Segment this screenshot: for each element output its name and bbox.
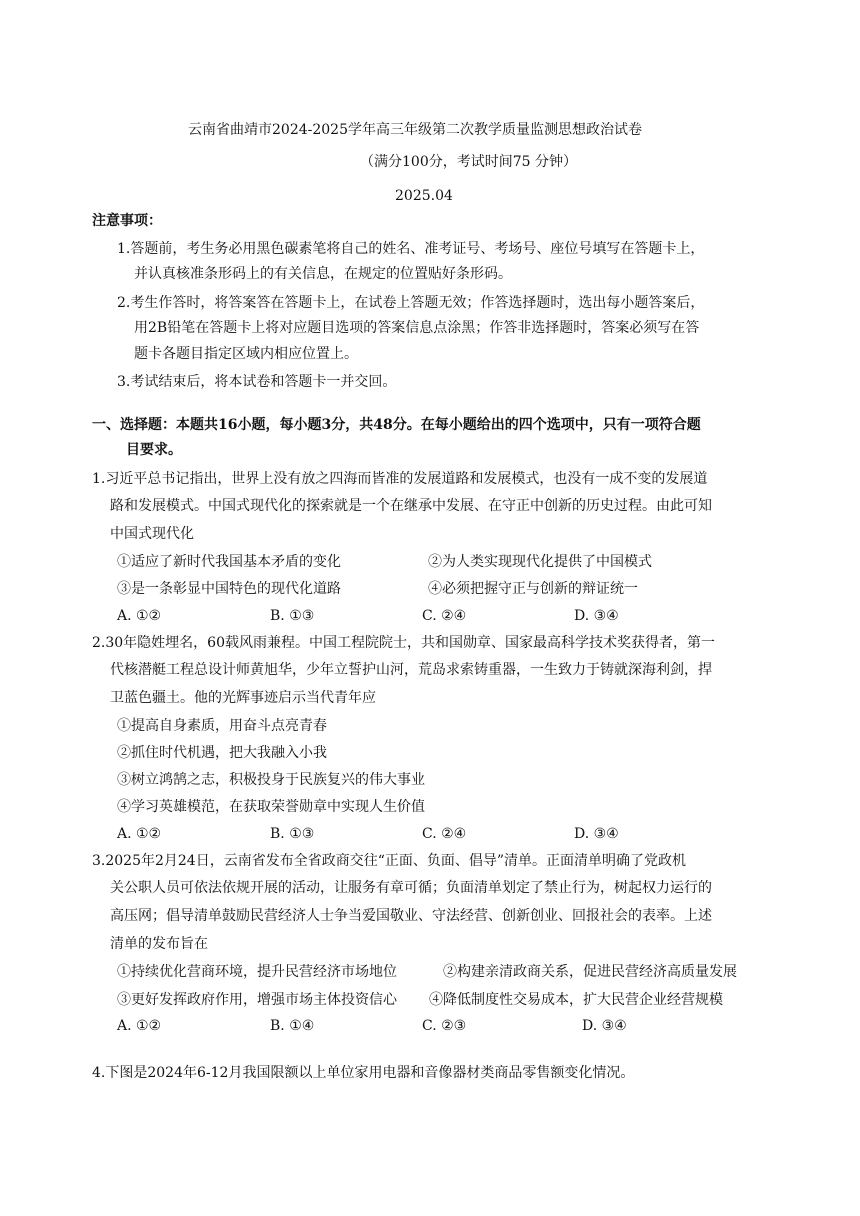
question-stem-line: 路和发展模式。中国式现代化的探索就是一个在继承中发展、在守正中创新的历史过程。由此可知 <box>110 498 712 514</box>
statement-2: ②为人类实现现代化提供了中国模式 <box>428 554 652 570</box>
statement-4: ④学习英雄模范，在获取荣誉勋章中实现人生价值 <box>117 799 425 815</box>
notice-heading: 注意事项： <box>92 213 162 229</box>
question-stem-line: 卫蓝色疆土。他的光辉事迹启示当代青年应 <box>110 690 376 706</box>
notice-line: 1.答题前，考生务必用黑色碳素笔将自己的姓名、准考证号、考场号、座位号填写在答题卡上， <box>117 241 705 257</box>
question-stem-line: 清单的发布旨在 <box>110 936 208 952</box>
question-stem-line: 代核潜艇工程总设计师黄旭华，少年立誓护山河，荒岛求索铸重器，一生致力于铸就深海利剑，捍 <box>110 662 712 678</box>
question-stem-line: 4.下图是2024年6-12月我国限额以上单位家用电器和音像器材类商品零售额变化情况。 <box>92 1065 635 1081</box>
notice-line: 并认真核准条形码上的有关信息，在规定的位置贴好条形码。 <box>134 266 512 282</box>
question-stem-line: 1.习近平总书记指出，世界上没有放之四海而皆准的发展道路和发展模式，也没有一成不变的发展道 <box>92 471 708 487</box>
statement-3: ③更好发挥政府作用，增强市场主体投资信心 <box>117 992 397 1008</box>
question-stem-line: 中国式现代化 <box>110 526 194 542</box>
choice-c: C. ②④ <box>422 608 467 624</box>
statement-3: ③树立鸿鹄之志，积极投身于民族复兴的伟大事业 <box>117 772 425 788</box>
choice-b: B. ①③ <box>270 826 315 842</box>
question-stem-line: 2.30年隐姓埋名，60载风雨兼程。中国工程院院士，共和国勋章、国家最高科学技术奖获得者，第一 <box>92 635 715 651</box>
statement-4: ④降低制度性交易成本，扩大民营企业经营规模 <box>429 992 723 1008</box>
question-stem-line: 3.2025年2月24日，云南省发布全省政商交往“正面、负面、倡导”清单。正面清单明确了党政机 <box>92 853 687 869</box>
choice-d: D. ③④ <box>574 826 619 842</box>
statement-1: ①提高自身素质，用奋斗点亮青春 <box>117 718 327 734</box>
statement-1: ①持续优化营商环境，提升民营经济市场地位 <box>117 964 397 980</box>
exam-date: 2025.04 <box>395 188 453 204</box>
choice-a: A. ①② <box>117 608 162 624</box>
statement-2: ②构建亲清政商关系，促进民营经济高质量发展 <box>443 964 737 980</box>
notice-line: 2.考生作答时，将答案答在答题卡上，在试卷上答题无效；作答选择题时，选出每小题答案后， <box>117 295 705 311</box>
question-stem-line: 关公职人员可依法依规开展的活动，让服务有章可循；负面清单划定了禁止行为，树起权力运行的 <box>110 880 712 896</box>
choice-b: B. ①③ <box>270 608 315 624</box>
statement-3: ③是一条彰显中国特色的现代化道路 <box>117 581 341 597</box>
notice-line: 用2B铅笔在答题卡上将对应题目选项的答案信息点涂黑；作答非选择题时，答案必须写在答 <box>134 320 700 336</box>
statement-2: ②抓住时代机遇，把大我融入小我 <box>117 745 327 761</box>
choice-d: D. ③④ <box>582 1018 627 1034</box>
notice-line: 题卡各题目指定区域内相应位置上。 <box>134 346 358 362</box>
question-stem-line: 高压网；倡导清单鼓励民营经济人士争当爱国敬业、守法经营、创新创业、回报社会的表率。上述 <box>110 908 712 924</box>
section-heading-line: 一、选择题：本题共16小题，每小题3分，共48分。在每小题给出的四个选项中，只有一项符合题 <box>92 417 701 433</box>
exam-subtitle: （满分100分，考试时间75 分钟） <box>360 154 577 170</box>
statement-4: ④必须把握守正与创新的辩证统一 <box>428 581 638 597</box>
exam-title: 云南省曲靖市2024-2025学年高三年级第二次教学质量监测思想政治试卷 <box>188 122 642 138</box>
choice-a: A. ①② <box>117 826 162 842</box>
section-heading-line: 目要求。 <box>126 442 182 458</box>
choice-c: C. ②③ <box>422 1018 467 1034</box>
choice-b: B. ①④ <box>270 1018 315 1034</box>
choice-a: A. ①② <box>117 1018 162 1034</box>
choice-d: D. ③④ <box>574 608 619 624</box>
choice-c: C. ②④ <box>422 826 467 842</box>
notice-line: 3.考试结束后，将本试卷和答题卡一并交回。 <box>117 374 397 390</box>
statement-1: ①适应了新时代我国基本矛盾的变化 <box>117 554 341 570</box>
